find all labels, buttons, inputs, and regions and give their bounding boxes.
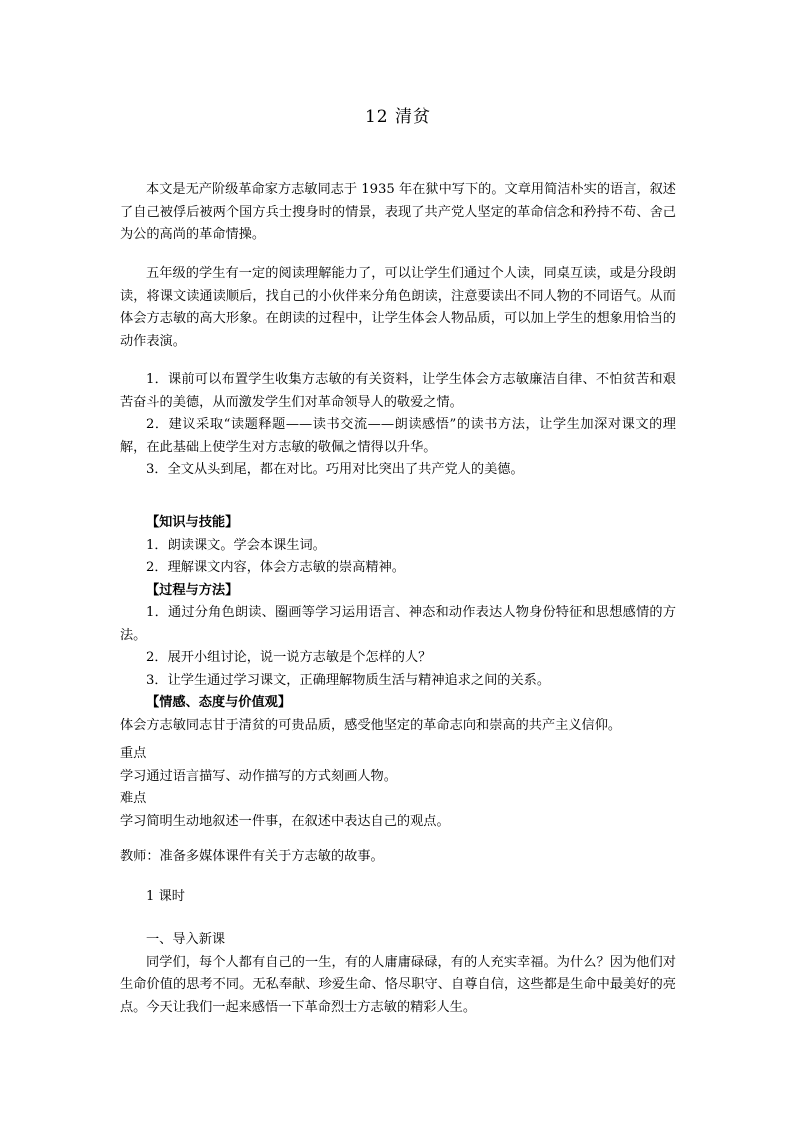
lesson-text: 同学们，每个人都有自己的一生，有的人庸庸碌碌，有的人充实幸福。为什么？因为他们对生命价值的思考不同。无私奉献、珍爱生命、恪尽职守、自尊自信，这些都是生命中最美好的亮点。今天让我们一起来感悟一下革命烈士方志敏的精彩人生。 <box>120 954 676 1015</box>
preparation-text: 教师：准备多媒体课件有关于方志敏的故事。 <box>120 849 384 864</box>
process-item-2: 2．展开小组讨论，说一说方志敏是个怎样的人？ <box>146 650 432 665</box>
key-label: 重点 <box>120 746 147 761</box>
suggestion-item-1: 1．课前可以布置学生收集方志敏的有关资料，让学生体会方志敏廉洁自律、不怕贫苦和艰苦奋斗的美德，从而激发学生们对革命领导人的敬爱之情。 <box>120 372 676 410</box>
process-item-1: 1．通过分角色朗读、圈画等学习运用语言、神态和动作表达人物身份特征和思想感情的方法。 <box>120 605 676 643</box>
student-analysis-paragraph: 五年级的学生有一定的阅读理解能力了，可以让学生们通过个人读，同桌互读，或是分段朗读，将课文读通读顺后，找自己的小伙伴来分角色朗读，注意要读出不同人物的不同语气。从而体会方志敏的高大形象。在朗读的过程中，让学生体会人物品质，可以加上学生的想象用恰当的动作表演。 <box>120 266 676 349</box>
lesson-heading: 一、导入新课 <box>146 932 226 947</box>
objectives-section <box>120 512 676 737</box>
difficult-label: 难点 <box>120 791 147 806</box>
suggestion-item-3: 3．全文从头到尾，都在对比。巧用对比突出了共产党人的美德。 <box>146 462 524 477</box>
key-text: 学习通过语言描写、动作描写的方式刻画人物。 <box>120 768 397 784</box>
intro-section <box>120 179 676 247</box>
key-points-section <box>120 743 676 833</box>
student-analysis-section <box>120 263 676 353</box>
knowledge-heading: 【知识与技能】 <box>146 515 239 530</box>
difficult-text: 学习简明生动地叙述一件事，在叙述中表达自己的观点。 <box>120 813 450 829</box>
duration-section <box>120 886 676 909</box>
knowledge-item-2: 2．理解课文内容，体会方志敏的崇高精神。 <box>146 560 405 575</box>
emotion-text: 体会方志敏同志甘于清贫的可贵品质，感受他坚定的革命志向和崇高的共产主义信仰。 <box>120 717 622 733</box>
suggestion-item-2: 2．建议采取“读题释题——读书交流——朗读感悟”的读书方法，让学生加深对课文的理解，在此基础上使学生对方志敏的敬佩之情得以升华。 <box>120 417 676 455</box>
process-item-3: 3．让学生通过学习课文，正确理解物质生活与精神追求之间的关系。 <box>146 672 551 688</box>
process-heading: 【过程与方法】 <box>146 582 239 598</box>
intro-paragraph: 本文是无产阶级革命家方志敏同志于 1935 年在狱中写下的。文章用简洁朴实的语言，叙述了自己被俘后被两个国方兵士搜身时的情景，表现了共产党人坚定的革命信念和矜持不苟、舍己为公的高尚的革命情操。 <box>120 182 676 242</box>
teaching-suggestions-section <box>120 369 676 482</box>
emotion-heading: 【情感、态度与价值观】 <box>146 695 292 710</box>
page-title: 12 清贫 <box>364 107 432 127</box>
preparation-section <box>120 846 676 869</box>
lesson-section <box>120 929 676 1019</box>
knowledge-item-1: 1．朗读课文。学会本课生词。 <box>146 537 326 553</box>
duration-text: 1 课时 <box>146 889 185 904</box>
